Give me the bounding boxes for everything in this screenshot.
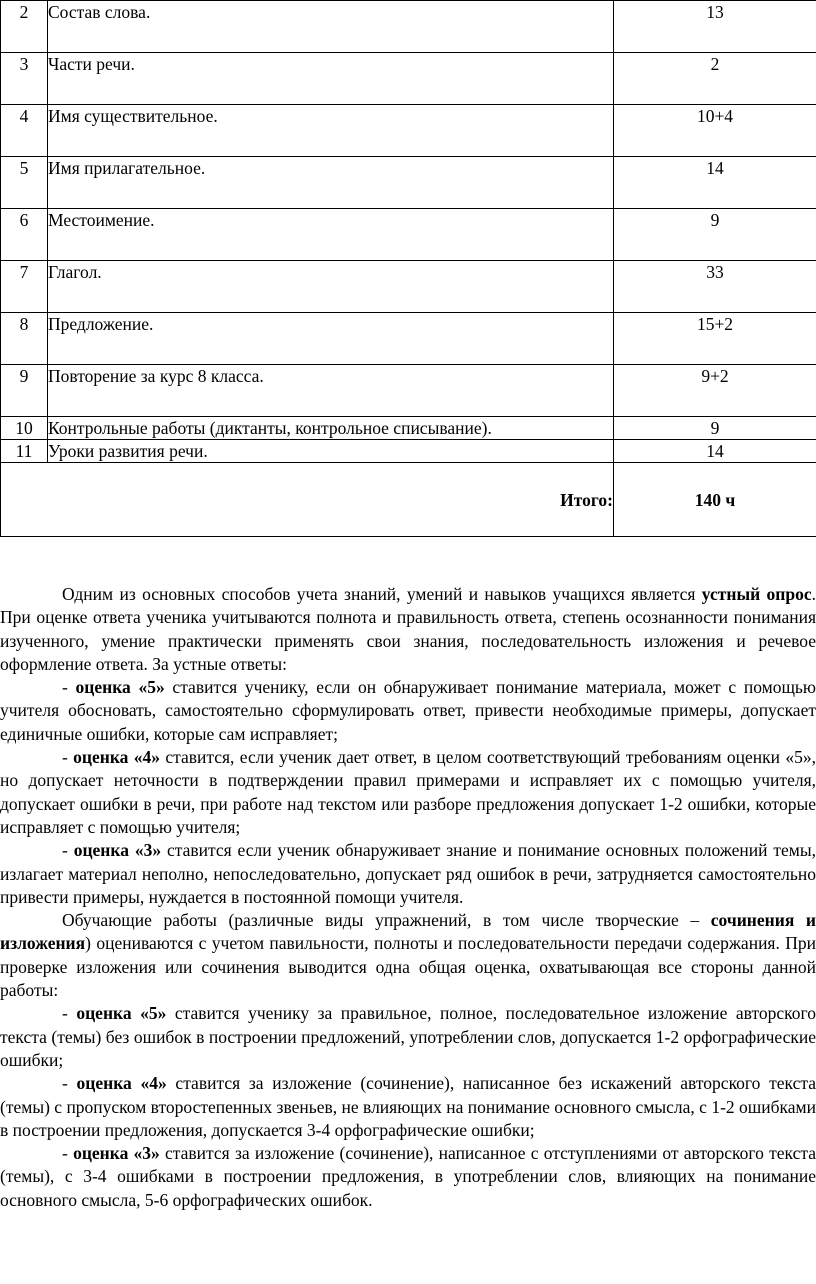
row-number: 4 xyxy=(1,105,48,157)
table-row xyxy=(1,209,816,261)
grade-label: оценка «5» xyxy=(76,1003,167,1024)
hours-count: 13 xyxy=(614,1,816,53)
table-row xyxy=(1,1,816,53)
table-row xyxy=(1,53,816,105)
hours-count: 9 xyxy=(614,209,816,261)
hours-count: 15+2 xyxy=(614,313,816,365)
topic-name: Имя прилагательное. xyxy=(48,157,614,209)
hours-count: 10+4 xyxy=(614,105,816,157)
table-row xyxy=(1,365,816,417)
row-number: 6 xyxy=(1,209,48,261)
table-row xyxy=(1,313,816,365)
paragraph: - оценка «4» ставится, если ученик дает ответ, в целом соответствующий требованиям оценки «5», но допускает неточности в подтверждении правил примерами и исправляет их с помощью учителя, допускает ошибки в речи, при работе над текстом или разборе предложения допускает 1-2 ошибки, которые исправляет с помощью учителя; xyxy=(0,747,816,837)
bold-term: сочинения и изложения xyxy=(0,910,816,954)
hours-count: 9+2 xyxy=(614,365,816,417)
paragraph: - оценка «5» ставится ученику, если он обнаруживает понимание материала, может с помощью учителя обосновать, самостоятельно сформулировать ответ, привести необходимые примеры, допускает единичные ошибки, которые сам исправляет; xyxy=(0,677,816,744)
hours-count: 9 xyxy=(614,417,816,440)
total-label: Итого: xyxy=(1,463,614,537)
paragraph: - оценка «3» ставится за изложение (сочинение), написанное с отступлениями от авторского текста (темы), с 3-4 ошибками в построении предложения, в употреблении слов, влияющих на понимание основного смысла, 5-6 орфографических ошибок. xyxy=(0,1143,816,1210)
hours-count: 14 xyxy=(614,157,816,209)
table-row xyxy=(1,261,816,313)
row-number: 10 xyxy=(1,417,48,440)
hours-count: 33 xyxy=(614,261,816,313)
total-value: 140 ч xyxy=(614,463,816,537)
topic-name: Глагол. xyxy=(48,261,614,313)
row-number: 3 xyxy=(1,53,48,105)
paragraph: - оценка «5» ставится ученику за правильное, полное, последовательное изложение авторского текста (темы) без ошибок в построении предложений, употреблении слов, допускается 1-2 орфографические ошибки; xyxy=(0,1003,816,1070)
curriculum-table xyxy=(0,0,816,537)
table-row xyxy=(1,105,816,157)
row-number: 5 xyxy=(1,157,48,209)
grade-label: оценка «3» xyxy=(73,1143,160,1164)
topic-name: Предложение. xyxy=(48,313,614,365)
grade-label: оценка «5» xyxy=(75,677,165,698)
grade-label: оценка «3» xyxy=(73,840,162,861)
topic-name: Повторение за курс 8 класса. xyxy=(48,365,614,417)
topic-name: Уроки развития речи. xyxy=(48,440,614,463)
topic-name: Местоимение. xyxy=(48,209,614,261)
row-number: 7 xyxy=(1,261,48,313)
bold-term: устный опрос xyxy=(701,584,812,604)
paragraph: - оценка «3» ставится если ученик обнаруживает знание и понимание основных положений темы, излагает материал неполно, непоследовательно, допускает ряд ошибок в речи, затрудняется самостоятельно привести примеры, нуждается в постоянной помощи учителя. xyxy=(0,840,816,907)
table-row xyxy=(1,417,816,440)
grade-label: оценка «4» xyxy=(73,747,161,768)
hours-count: 2 xyxy=(614,53,816,105)
total-row xyxy=(1,463,816,537)
paragraph: Одним из основных способов учета знаний, умений и навыков учащихся является устный опрос. При оценке ответа ученика учитываются полнота и правильность ответа, степень осознанности понимания изученного, умение практически применять свои знания, последовательность изложения и речевое оформление ответа. За устные ответы: xyxy=(0,584,816,674)
row-number: 2 xyxy=(1,1,48,53)
row-number: 8 xyxy=(1,313,48,365)
hours-count: 14 xyxy=(614,440,816,463)
table-row xyxy=(1,440,816,463)
assessment-text xyxy=(0,583,816,1212)
grade-label: оценка «4» xyxy=(76,1073,167,1094)
topic-name: Контрольные работы (диктанты, контрольное списывание). xyxy=(48,417,614,440)
paragraph: Обучающие работы (различные виды упражнений, в том числе творческие – сочинения и изложения) оцениваются с учетом павильности, полноты и последовательности передачи содержания. При проверке изложения или сочинения выводится одна общая оценка, охватывающая все стороны данной работы: xyxy=(0,910,816,1001)
paragraph: - оценка «4» ставится за изложение (сочинение), написанное без искажений авторского текста (темы) с пропуском второстепенных звеньев, не влияющих на понимание основного смысла, с 1-2 ошибками в построении предложения, допускается 3-4 орфографические ошибки; xyxy=(0,1073,816,1140)
topic-name: Части речи. xyxy=(48,53,614,105)
table-row xyxy=(1,157,816,209)
row-number: 11 xyxy=(1,440,48,463)
topic-name: Состав слова. xyxy=(48,1,614,53)
topic-name: Имя существительное. xyxy=(48,105,614,157)
row-number: 9 xyxy=(1,365,48,417)
